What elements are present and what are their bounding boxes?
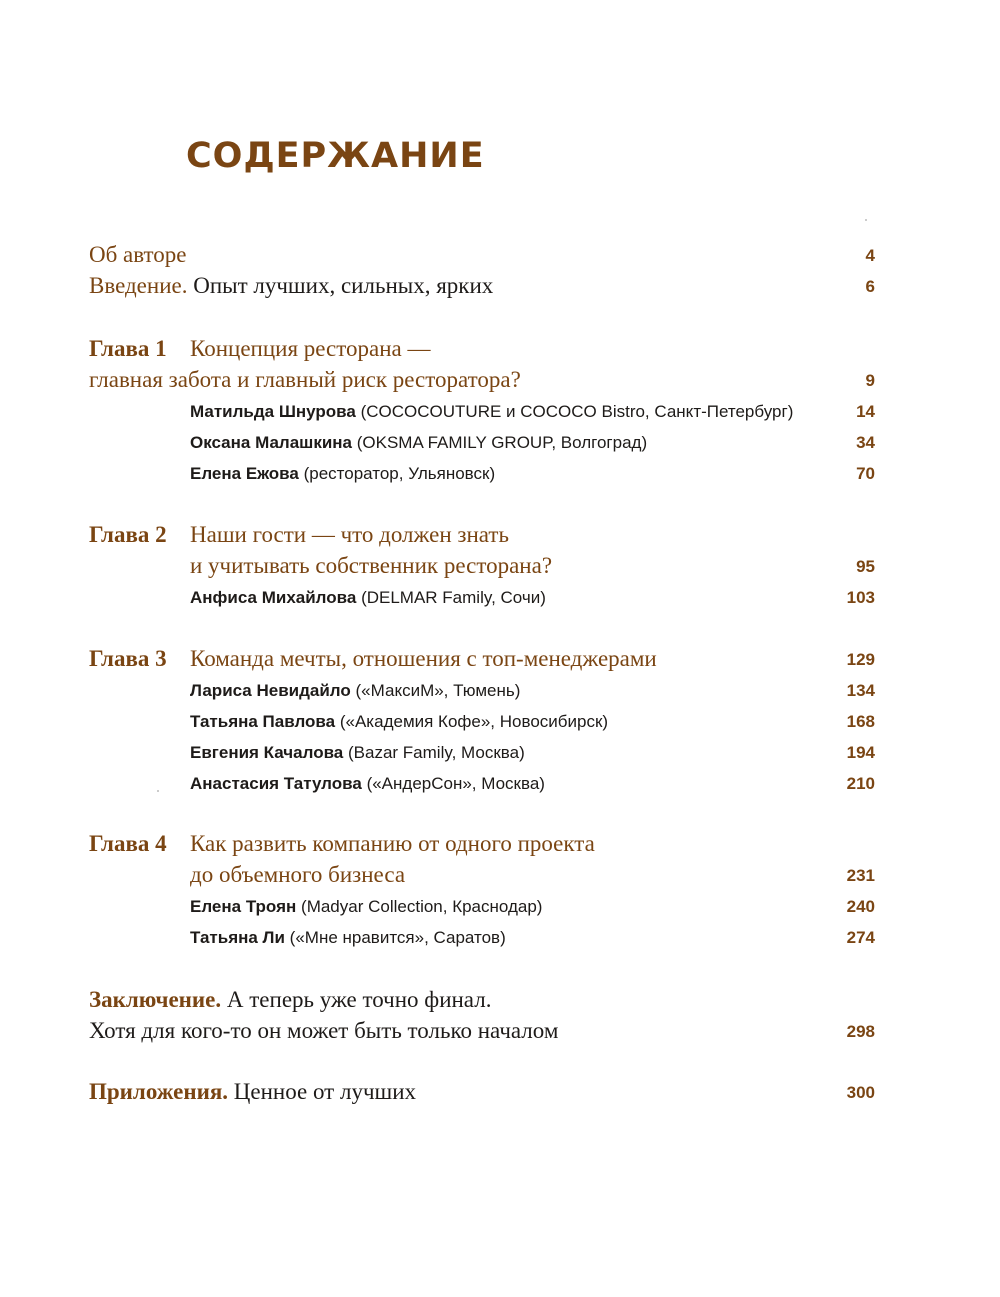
toc-chapter-1-line-1[interactable] [0, 334, 1000, 365]
chapter-title-line: Команда мечты, отношения с топ-менеджерами [190, 646, 657, 671]
page-number: 129 [846, 650, 875, 669]
page-number: 300 [846, 1083, 875, 1102]
scan-speck [157, 790, 159, 792]
person-detail: («Мне нравится», Саратов) [289, 928, 506, 947]
page-number: 34 [856, 433, 875, 452]
toc-entry[interactable] [0, 768, 1000, 799]
person-name: Елена Троян [190, 897, 297, 916]
page-number: 4 [865, 246, 875, 265]
chapter-label: Глава 1 [89, 336, 167, 361]
chapter-label: Глава 4 [89, 831, 167, 856]
contents-heading: СОДЕРЖАНИЕ [186, 136, 485, 176]
toc-chapter-3[interactable] [0, 644, 1000, 675]
person-detail: (DELMAR Family, Сочи) [361, 588, 546, 607]
page-number: 168 [846, 712, 875, 731]
chapter-title-line: и учитывать собственник ресторана? [190, 553, 553, 578]
page-number: 134 [846, 681, 875, 700]
toc-chapter-4-line-2[interactable] [0, 860, 1000, 891]
toc-entry[interactable] [0, 891, 1000, 922]
page-number: 103 [846, 588, 875, 607]
person-name: Евгения Качалова [190, 743, 344, 762]
toc-entry[interactable] [0, 675, 1000, 706]
person-name: Оксана Малашкина [190, 433, 352, 452]
person-name: Татьяна Ли [190, 928, 285, 947]
page-number: 14 [856, 402, 875, 421]
person-detail: («МаксиМ», Тюмень) [355, 681, 521, 700]
page-number: 70 [856, 464, 875, 483]
introduction-label: Введение. [89, 273, 188, 298]
toc-entry[interactable] [0, 706, 1000, 737]
page-number: 298 [846, 1022, 875, 1041]
chapter-title-line: до объемного бизнеса [190, 862, 406, 887]
conclusion-title-line: Хотя для кого-то он может быть только началом [89, 1018, 559, 1043]
page-number: 210 [846, 774, 875, 793]
toc-chapter-4-line-1[interactable] [0, 829, 1000, 860]
toc-appendix[interactable] [0, 1077, 1000, 1108]
person-name: Елена Ежова [190, 464, 299, 483]
person-detail: (Bazar Family, Москва) [348, 743, 525, 762]
toc-entry[interactable] [0, 396, 1000, 427]
page-number: 9 [865, 371, 875, 390]
toc-entry[interactable] [0, 922, 1000, 953]
toc-introduction[interactable] [0, 271, 1000, 302]
person-detail: (COCOCOUTURE и COCOCO Bistro, Санкт-Петербург) [360, 402, 794, 421]
page-number: 240 [846, 897, 875, 916]
toc-about-author[interactable] [0, 240, 1000, 271]
chapter-title-line: Концепция ресторана — [190, 336, 431, 361]
toc-chapter-1-line-2[interactable] [0, 365, 1000, 396]
person-name: Татьяна Павлова [190, 712, 336, 731]
person-name: Анфиса Михайлова [190, 588, 357, 607]
chapter-title-line: Наши гости — что должен знать [190, 522, 509, 547]
scan-speck [865, 219, 867, 221]
page-number: 95 [856, 557, 875, 576]
chapter-title-line: главная забота и главный риск ресторатора? [89, 367, 521, 392]
person-name: Матильда Шнурова [190, 402, 356, 421]
person-name: Анастасия Татулова [190, 774, 362, 793]
chapter-label: Глава 2 [89, 522, 167, 547]
toc-entry[interactable] [0, 427, 1000, 458]
person-detail: (ресторатор, Ульяновск) [303, 464, 496, 483]
page-number: 194 [846, 743, 875, 762]
page-number: 274 [846, 928, 875, 947]
conclusion-label: Заключение. [89, 987, 222, 1012]
page-number: 231 [846, 866, 875, 885]
person-detail: («АндерСон», Москва) [366, 774, 545, 793]
appendix-label: Приложения. [89, 1079, 229, 1104]
toc-entry[interactable] [0, 458, 1000, 489]
person-detail: (OKSMA FAMILY GROUP, Волгоград) [356, 433, 648, 452]
toc-entry[interactable] [0, 737, 1000, 768]
page-number: 6 [865, 277, 875, 296]
toc-chapter-2-line-1[interactable] [0, 520, 1000, 551]
person-detail: (Madyar Collection, Краснодар) [301, 897, 543, 916]
toc-entry[interactable] [0, 582, 1000, 613]
person-name: Лариса Невидайло [190, 681, 351, 700]
about-author-title: Об авторе [89, 242, 187, 267]
toc-conclusion-line-2[interactable] [0, 1016, 1000, 1047]
person-detail: («Академия Кофе», Новосибирск) [339, 712, 609, 731]
introduction-title: Опыт лучших, сильных, ярких [193, 273, 494, 298]
toc-conclusion-line-1[interactable] [0, 985, 1000, 1016]
appendix-title: Ценное от лучших [233, 1079, 417, 1104]
conclusion-title-line: А теперь уже точно финал. [226, 987, 492, 1012]
toc-chapter-2-line-2[interactable] [0, 551, 1000, 582]
chapter-label: Глава 3 [89, 646, 167, 671]
chapter-title-line: Как развить компанию от одного проекта [190, 831, 595, 856]
